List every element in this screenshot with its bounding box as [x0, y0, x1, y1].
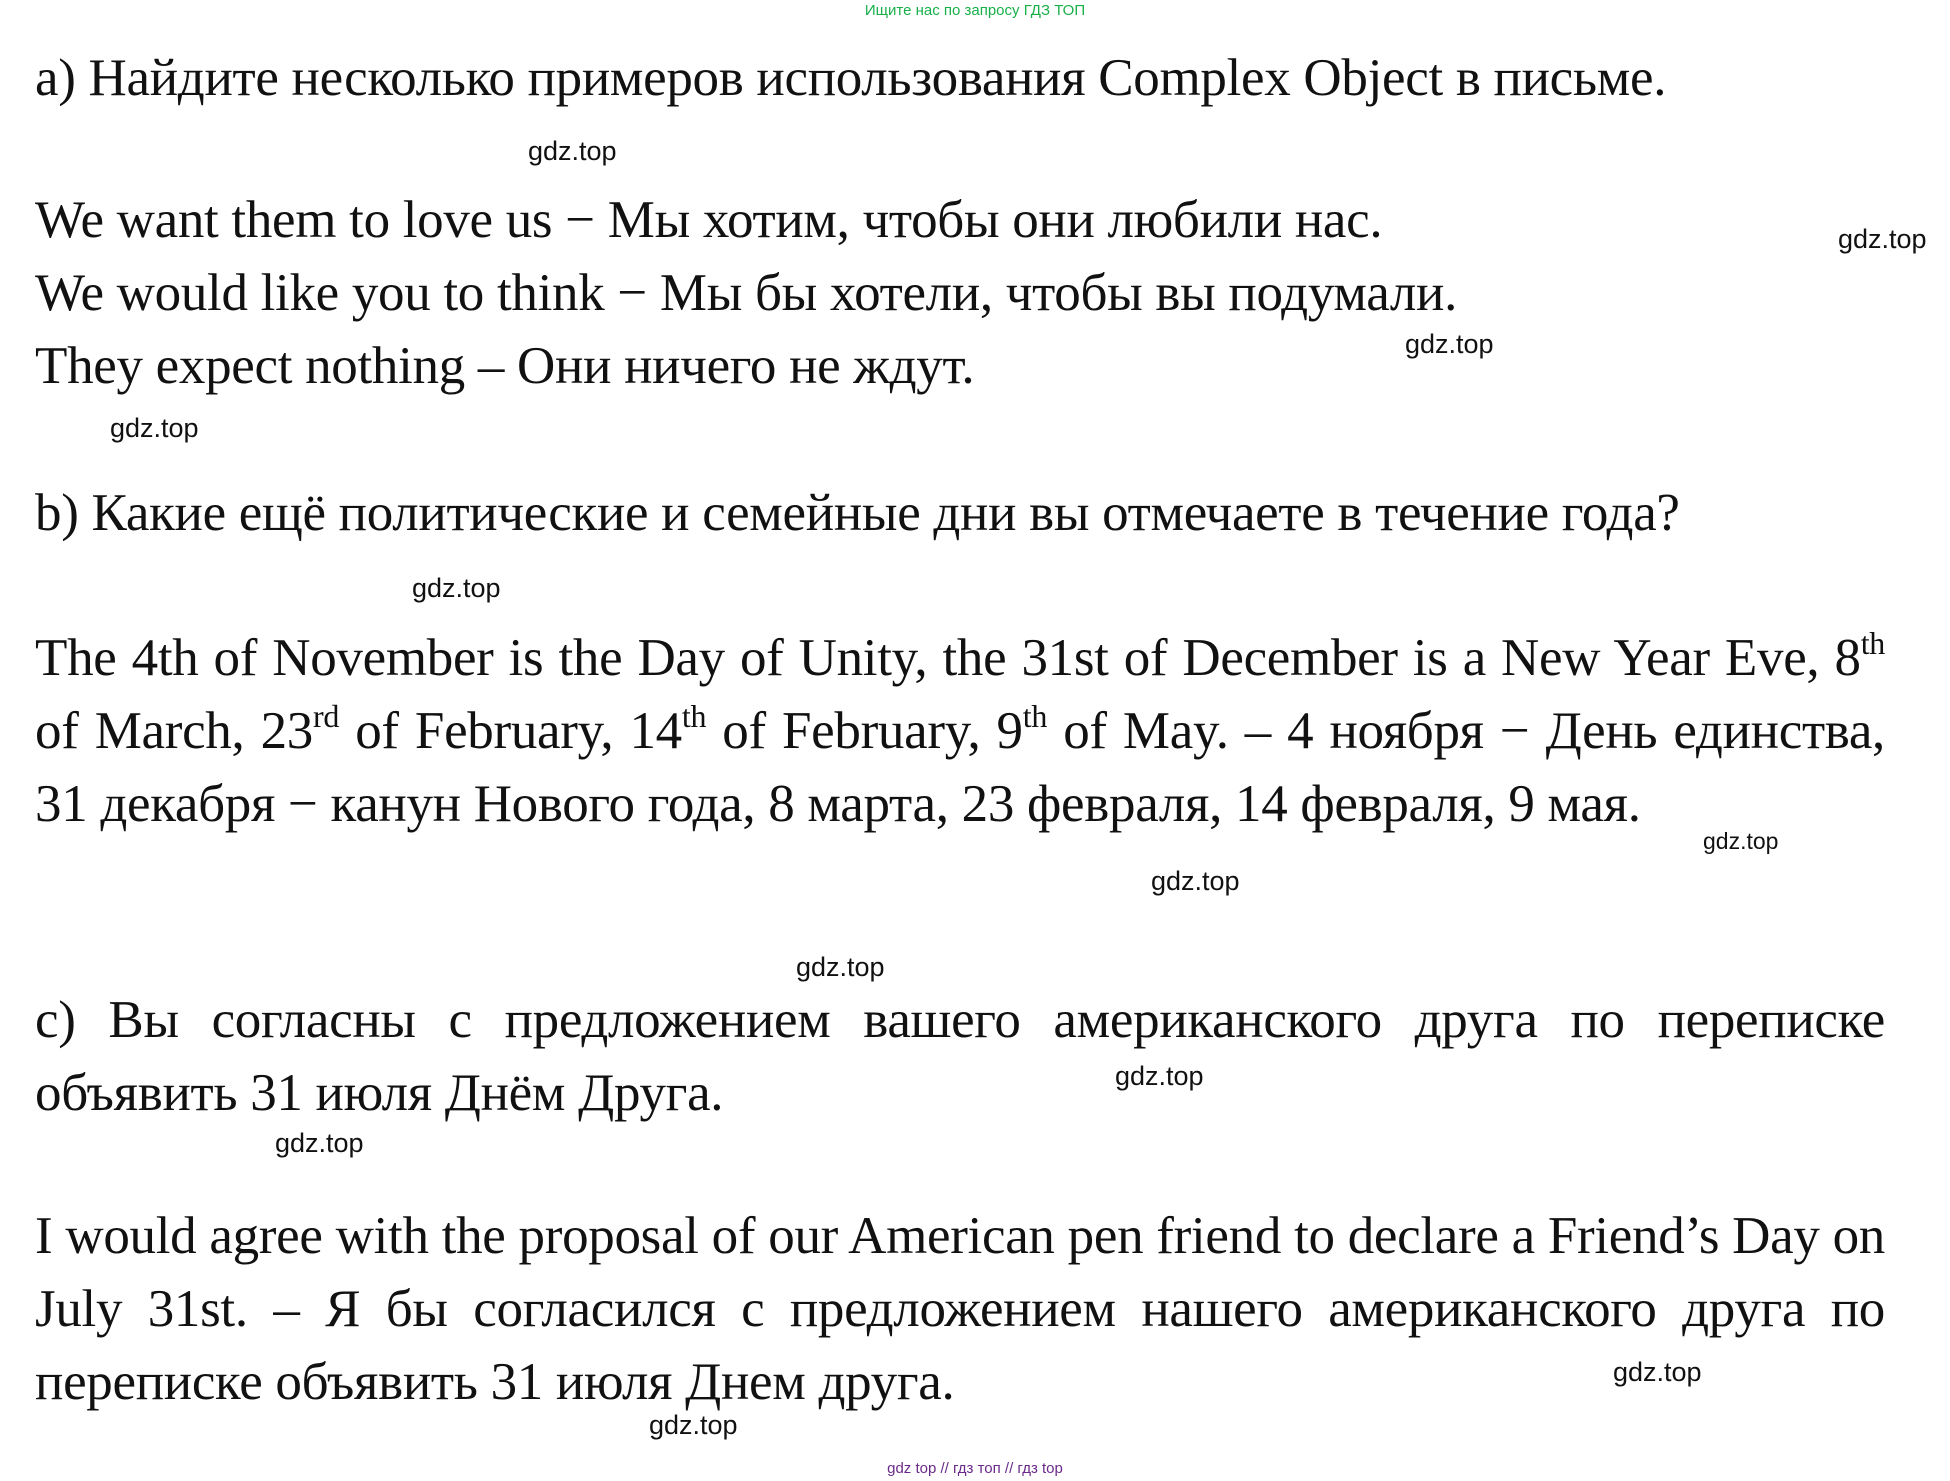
ordinal-suffix: rd — [313, 698, 340, 735]
answer-b — [35, 622, 1885, 841]
watermark: gdz.top — [528, 136, 617, 166]
answer-c: I would agree with the proposal of our American pen friend to declare a Friend’s Day on July 31st. – Я бы согласился с предложением нашего американского друга по переписке объявить 31 июля Днем друга. — [35, 1207, 1885, 1411]
ordinal-suffix: th — [1022, 698, 1048, 735]
ordinal-suffix: th — [681, 698, 707, 735]
footer-links[interactable]: gdz top // гдз топ // гдз top — [887, 1460, 1063, 1477]
answer-a-line-1: We want them to love us − Мы хотим, чтобы они любили нас. — [35, 191, 1383, 249]
watermark: gdz.top — [1115, 1061, 1204, 1091]
watermark: gdz.top — [796, 952, 885, 982]
top-banner[interactable]: Ищите нас по запросу ГДЗ ТОП — [864, 2, 1086, 19]
answer-b-text: of March, 23 — [35, 702, 313, 760]
ordinal-suffix: th — [1860, 625, 1885, 662]
answer-b-text: The 4th of November is the Day of Unity, the 31st of December is a New Year Eve, 8 — [35, 629, 1861, 687]
watermark: gdz.top — [412, 573, 501, 603]
answer-b-text: of February, 9 — [706, 702, 1023, 760]
watermark: gdz.top — [1703, 828, 1779, 854]
watermark: gdz.top — [110, 413, 199, 443]
question-a: a) Найдите несколько примеров использования Complex Object в письме. — [35, 49, 1667, 107]
answer-b-text: of February, 14 — [339, 702, 682, 760]
answer-a-line-3: They expect nothing – Они ничего не ждут. — [35, 337, 975, 395]
answer-b-text: of May. – 4 ноября − День единства, 31 декабря − канун Нового года, 8 марта, 23 февраля, 14 февраля, 9 мая. — [35, 702, 1886, 833]
question-b: b) Какие ещё политические и семейные дни вы отмечаете в течение года? — [35, 484, 1680, 542]
watermark: gdz.top — [1613, 1357, 1702, 1387]
watermark: gdz.top — [275, 1128, 364, 1158]
watermark: gdz.top — [649, 1410, 738, 1440]
watermark: gdz.top — [1405, 329, 1494, 359]
question-c: c) Вы согласны с предложением вашего американского друга по переписке объявить 31 июля Днём Друга. — [35, 991, 1885, 1122]
watermark: gdz.top — [1838, 224, 1927, 254]
answer-a-line-2: We would like you to think − Мы бы хотели, чтобы вы подумали. — [35, 264, 1458, 322]
watermark: gdz.top — [1151, 866, 1240, 896]
